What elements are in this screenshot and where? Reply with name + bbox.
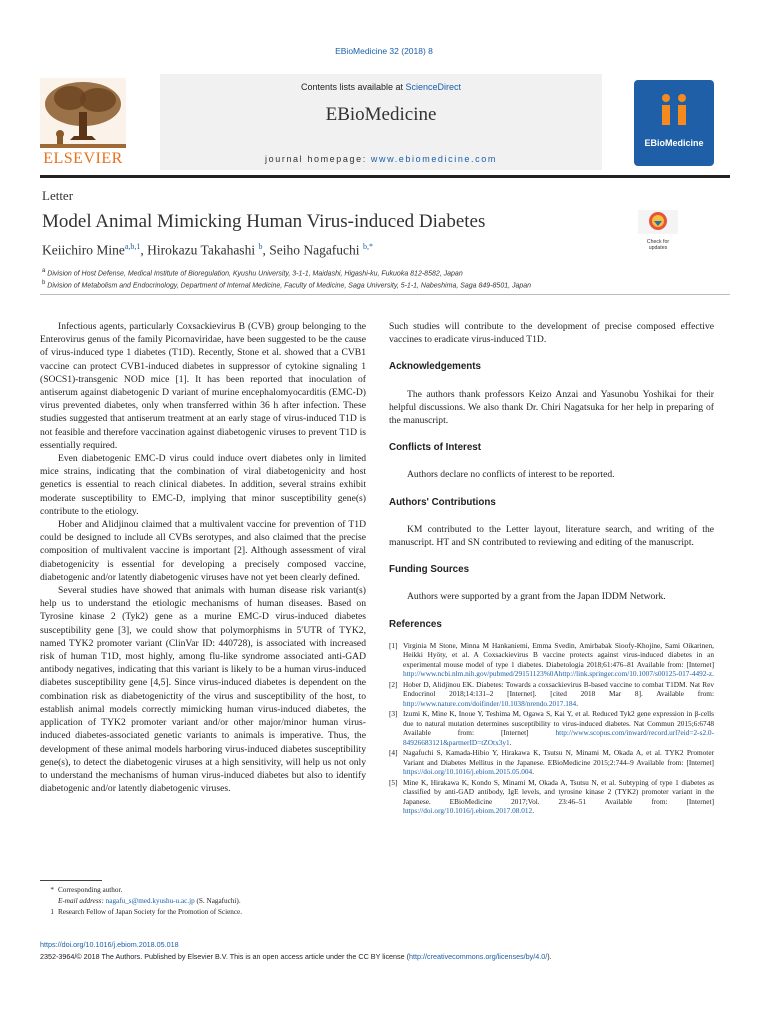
- body-paragraph: Such studies will contribute to the development of precise composed effective vaccines to eradicate virus-induced T1D.: [389, 321, 714, 346]
- body-left-column: [40, 320, 366, 795]
- reference-number: [4]: [389, 748, 398, 758]
- footnote-text: Corresponding author.: [58, 886, 123, 894]
- author-list: [42, 242, 373, 259]
- reference-end: .: [712, 669, 714, 679]
- affiliation-label: a: [42, 268, 46, 274]
- footnote-rule: [40, 880, 102, 881]
- reference-end: .: [532, 806, 535, 816]
- homepage-line: [160, 154, 602, 164]
- references-heading: References: [389, 618, 442, 630]
- author-separator: ,: [262, 242, 270, 258]
- author-affiliation-mark[interactable]: b: [258, 242, 263, 251]
- header-rule: [40, 175, 730, 178]
- journal-cover-logo[interactable]: [634, 80, 714, 166]
- contents-prefix: Contents lists available at: [300, 82, 406, 92]
- contents-line: [160, 82, 602, 92]
- crossmark-label: Check for updates: [646, 239, 670, 251]
- affiliation-a: [42, 268, 463, 277]
- reference-end: .: [576, 698, 579, 708]
- author-name[interactable]: Seiho Nagafuchi: [269, 242, 360, 258]
- reference-item: [389, 748, 714, 777]
- elsevier-wordmark: ELSEVIER: [43, 150, 123, 167]
- reference-link[interactable]: http://www.nature.com/doifinder/10.1038/nrendo.2017.184: [403, 698, 577, 708]
- author-name[interactable]: Hirokazu Takahashi: [147, 242, 256, 258]
- funding-text: Authors were supported by a grant from the Japan IDDM Network.: [407, 591, 666, 603]
- reference-text: Nagafuchi S, Kamada-Hibio Y, Hirakawa K, Tsutsu N, Minami M, Okada A, et al. TYK2 Promoter Variant and Diabetes Mellitus in the Japanese. EBioMedicine 2015;2:744–9 Available from: [Internet]: [403, 748, 714, 767]
- journal-citation[interactable]: EBioMedicine 32 (2018) 8: [335, 46, 433, 56]
- funding-heading: Funding Sources: [389, 564, 470, 576]
- reference-item: [389, 778, 714, 816]
- reference-end: .: [509, 737, 512, 747]
- email-link[interactable]: nagafu_s@med.kyushu-u.ac.jp: [105, 897, 195, 905]
- corresponding-author-note: [40, 886, 122, 894]
- footnote-mark: *: [50, 886, 54, 894]
- reference-number: [3]: [389, 709, 398, 719]
- author-affiliation-mark[interactable]: b,*: [362, 242, 373, 251]
- reference-end: .: [532, 767, 535, 777]
- acknowledgements-heading: Acknowledgements: [389, 361, 482, 373]
- check-for-updates-badge[interactable]: [638, 210, 678, 251]
- journal-title: EBioMedicine: [325, 104, 437, 125]
- contributions-text: KM contributed to the Letter layout, literature search, and writing of the manuscript. HT and SN contributed to reviewing and editing of the manuscript.: [389, 523, 714, 549]
- author-name[interactable]: Keiichiro Mine: [42, 242, 125, 258]
- footnote-mark: 1: [50, 908, 54, 916]
- homepage-prefix: journal homepage:: [265, 154, 371, 164]
- cover-emblem-icon: [658, 92, 690, 126]
- conflicts-text: Authors declare no conflicts of interest to be reported.: [407, 469, 615, 481]
- email-label: E-mail address:: [58, 897, 106, 905]
- affiliation-text: Division of Host Defense, Medical Institute of Bioregulation, Kyushu University, 3-1-1, Maidashi, Higashi-ku, Fukuoka 812-8582, Japan: [47, 270, 463, 278]
- reference-list: [389, 641, 714, 816]
- body-paragraph: Infectious agents, particularly Coxsackievirus B (CVB) group belonging to the Enterovirus genus of the family Picornaviridae, have been suggested to be the cause of virus-induced type 1 diabetes (T1D). Recently, Stone et al. showed that a CVB1 vaccine can protect CVB1-induced diabetes in suppressor of cytokine signaling 1 (SOCS1)-transgenic NOD mice [1]. It has been reported that inoculation of antiserum against diabetogenic D variant of murine encephalomyocarditis (EMC-D) virus prevented diabetes, only when transferred within 36 h after infection. These studies suggested that antiserum treatment at an early stage of virus-induced T1D is not feasible and therefore vaccination against diabetogenic viruses to prevent T1D is essentially required.: [40, 321, 366, 451]
- license-suffix: ).: [547, 952, 552, 961]
- conflicts-heading: Conflicts of Interest: [389, 442, 481, 454]
- affiliation-label: b: [42, 280, 46, 286]
- reference-text: Mine K, Hirakawa K, Kondo S, Minami M, Okada A, Tsutsu N, et al. Subtyping of type 1 diabetes as classified by anti-GAD antibody, IgE levels, and tyrosine kinase 2 (TYK2) promoter variant in the Japanese. EBioMedicine 2017;Vol. 23:46–51 Available from: [Internet]: [403, 777, 714, 806]
- article-title: Model Animal Mimicking Human Virus-induced Diabetes: [42, 211, 486, 232]
- reference-link[interactable]: https://doi.org/10.1016/j.ebiom.2017.08.012: [403, 806, 533, 816]
- affiliation-text: Division of Metabolism and Endocrinology, Department of Internal Medicine, Faculty of Medicine, Saga University, 5-1-1, Nabeshima, Saga 849-8501, Japan: [47, 282, 532, 290]
- reference-item: [389, 709, 714, 747]
- reference-number: [5]: [389, 777, 398, 787]
- reference-text: Hober D, Alidjinou EK. Diabetes: Towards a coxsackievirus B-based vaccine to combat T1DM. Nat Rev Endocrinol 2018;14:131–2 [Internet]. [cited 2018 Mar 8]. Available from:: [403, 679, 714, 699]
- homepage-link[interactable]: www.ebiomedicine.com: [370, 154, 497, 164]
- reference-item: [389, 680, 714, 709]
- cover-title: EBioMedicine: [644, 138, 704, 148]
- sciencedirect-link[interactable]: ScienceDirect: [405, 82, 462, 92]
- email-note: [58, 897, 241, 905]
- email-owner: (S. Nagafuchi).: [194, 897, 241, 905]
- reference-link[interactable]: https://doi.org/10.1016/j.ebiom.2015.05.004: [403, 767, 533, 777]
- affiliation-rule: [40, 294, 730, 295]
- footnote-text: Research Fellow of Japan Society for the Promotion of Science.: [58, 908, 243, 916]
- elsevier-logo[interactable]: [40, 78, 126, 168]
- acknowledgements-text: The authors thank professors Keizo Anzai and Yasunobu Yoshikai for their helpful discussions. We also thank Dr. Chiri Nagatsuka for her help in preparing of the manuscript.: [389, 388, 714, 427]
- body-paragraph: Even diabetogenic EMC-D virus could induce overt diabetes only in limited mice strains, indicating that the combination of viral diabetogenicity and host genetics is essential to reach clinical diabetes. In addition, several strains exhibit moderate susceptibility to EMC-D, implying that minor susceptibility gene(s) contribute to the etiology.: [40, 453, 366, 517]
- body-right-column: [389, 320, 714, 817]
- license-line: [40, 952, 552, 961]
- author-affiliation-mark[interactable]: a,b,1: [124, 242, 141, 251]
- doi-link[interactable]: https://doi.org/10.1016/j.ebiom.2018.05.018: [40, 940, 179, 949]
- reference-number: [1]: [389, 640, 398, 650]
- body-paragraph: Several studies have showed that animals with human disease risk variant(s) help us to understand the etiologic mechanisms of human diseases. Based on Tyrosine kinase 2 (Tyk2) gene as a murine EMC-D virus-induced diabetes susceptibility gene [3], we could show that polymorphisms in 5′UTR of TYK2, named TYK2 promoter variant (ClinVar ID: 440728), is associated with increased risk of human T1D, most highly, among flu-like syndrome associated anti-GAD antibody negatives, indicating that this variant is likely to be a human virus-induced diabetes susceptibility gene [4,5]. Since virus-induced diabetes is dependent on the combination risk as diabetogenictity of the virus and susceptibility of the host, to establish animal models correctly mimicking human virus-induced diabetes, the application of TYK2 promoter variant and/or other major/minor human virus-induced diabetes-associated genetic variants to animals is imperative. Thus, the development of these animal models harboring virus-induced diabetes susceptibility gene(s), to detect the diabetogenic viruses at a high sensitivity, will help us not only to understand the mechanisms of human virus-induced diabetes but also to identify diabetogenic and/or latently diabetogenic viruses.: [40, 585, 366, 795]
- reference-link[interactable]: http://www.ncbi.nlm.nih.gov/pubmed/29151123%0Ahttp://link.springer.com/10.1007/s00125-017-4492-z: [403, 669, 713, 679]
- fellowship-note: [40, 908, 242, 916]
- contributions-heading: Authors' Contributions: [389, 496, 496, 508]
- license-link[interactable]: http://creativecommons.org/licenses/by/4.0/: [409, 952, 548, 961]
- reference-link[interactable]: http://www.scopus.com/inward/record.url?eid=2-s2.0-84926683121&partnerID=tZOtx3y1: [403, 728, 714, 747]
- affiliation-b: [42, 280, 531, 289]
- article-type: Letter: [42, 188, 74, 203]
- author-separator: ,: [140, 242, 148, 258]
- reference-text: Virginia M Stone, Minna M Hankaniemi, Emma Svedin, Amirbabak Sioofy-Khojine, Sami Oikarinen, Heikki Hyöty, et al. A Coxsackievirus B vaccine protects against virus-induced diabetes in an experimental mouse model of type 1 diabetes. Diabetologia 2018;61:476–81 Available from: [Internet]: [403, 640, 714, 669]
- body-paragraph: Hober and Alidjinou claimed that a multivalent vaccine for prevention of T1D could be designed to include all CVBs serotypes, and also claimed that the precise composition of multivalent vaccine is important [2]. Although assessment of viral diabetogenicity is essential for developing a precisely composed vaccine, diabetogenic and/or latently diabetogenic viruses have not yet been clearly defined.: [40, 519, 366, 583]
- license-prefix: 2352-3964/© 2018 The Authors. Published by Elsevier B.V. This is an open access article under the CC BY license (: [40, 952, 410, 961]
- reference-item: [389, 641, 714, 679]
- crossmark-icon: [638, 210, 678, 234]
- reference-number: [2]: [389, 679, 398, 689]
- reference-text: Izumi K, Mine K, Inoue Y, Teshima M, Ogawa S, Kai Y, et al. Reduced Tyk2 gene expression in β-cells due to natural mutation determines susceptibility to virus-induced diabetes. Nat Commun 2015;6:6748 Available from: [Internet]: [403, 709, 714, 738]
